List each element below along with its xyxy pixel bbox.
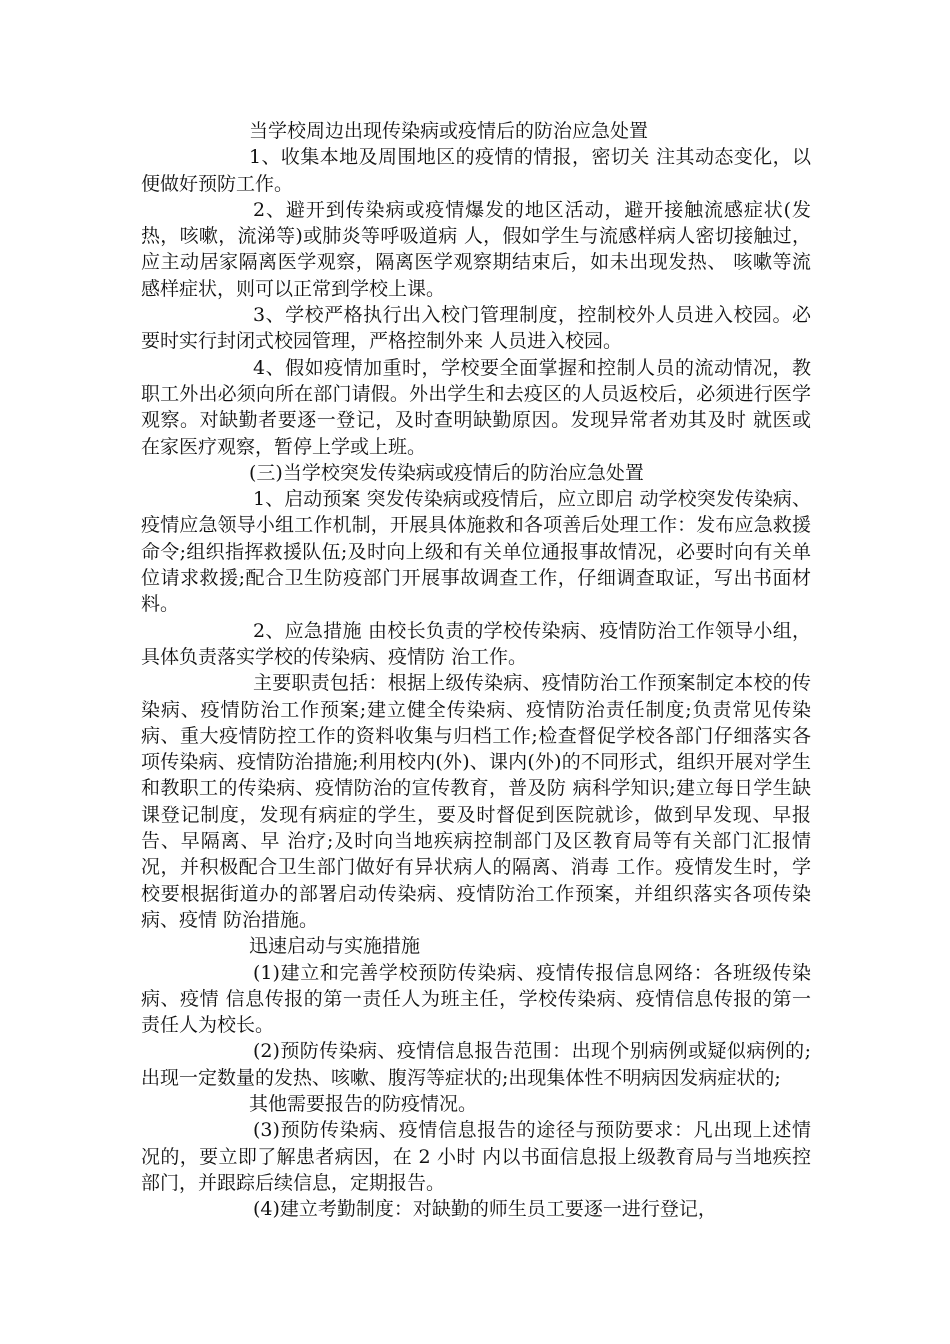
paragraph-4: 4、假如疫情加重时，学校要全面掌握和控制人员的流动情况，教职工外出必须向所在部门请假。外出学生和去疫区的人员返校后，必须进行医学观察。对缺勤者要逐一登记，及时查明缺勤原因。发现异常者劝其及时 就医或在家医疗观察，暂停上学或上班。 <box>141 356 811 458</box>
section-paragraph-1: 1、启动预案 突发传染病或疫情后，应立即启 动学校突发传染病、疫情应急领导小组工作机制，开展具体施救和各项善后处理工作：发布应急救援命令;组织指挥救援队伍;及时向上级和有关单位通报事故情况，必要时向有关单位请求救援;配合卫生防疫部门开展事故调查工作，仔细调查取证，写出书面材料。 <box>141 488 811 616</box>
document-body <box>141 118 811 1222</box>
subsection-paragraph-2: (2)预防传染病、疫情信息报告范围：出现个别病例或疑似病例的;出现一定数量的发热、咳嗽、腹泻等症状的;出现集体性不明病因发病症状的; <box>141 1040 811 1089</box>
subsection-paragraph-5: (4)建立考勤制度：对缺勤的师生员工要逐一进行登记， <box>253 1198 717 1221</box>
section-paragraph-3: 主要职责包括：根据上级传染病、疫情防治工作预案制定本校的传染病、疫情防治工作预案;建立健全传染病、疫情防治责任制度;负责常见传染病、重大疫情防控工作的资料收集与归档工作;检查督促学校各部门仔细落实各项传染病、疫情防治措施;利用校内(外)、课内(外)的不同形式，组织开展对学生和教职工的传染病、疫情防治的宣传教育，普及防 病科学知识;建立每日学生缺课登记制度，发现有病症的学生，要及时督促到医院就诊，做到早发现、早报告、早隔离、早 治疗;及时向当地疾病控制部门及区教育局等有关部门汇报情况，并积极配合卫生部门做好有异状病人的隔离、消毒 工作。疫情发生时，学校要根据街道办的部署启动传染病、疫情防治工作预案，并组织落实各项传染病、疫情 防治措施。 <box>141 672 811 931</box>
paragraph-2: 2、避开到传染病或疫情爆发的地区活动，避开接触流感症状(发热，咳嗽，流涕等)或肺炎等呼吸道病 人，假如学生与流感样病人密切接触过，应主动居家隔离医学观察，隔离医学观察期结束后，如未出现发热、 咳嗽等流感样症状，则可以正常到学校上课。 <box>141 198 811 300</box>
subsection-paragraph-1: (1)建立和完善学校预防传染病、疫情传报信息网络：各班级传染病、疫情 信息传报的第一责任人为班主任，学校传染病、疫情信息传报的第一责任人为校长。 <box>141 961 811 1037</box>
paragraph-1: 1、收集本地及周围地区的疫情的情报，密切关 注其动态变化，以便做好预防工作。 <box>141 146 811 195</box>
subsection-paragraph-4: (3)预防传染病、疫情信息报告的途径与预防要求：凡出现上述情况的，要立即了解患者病因，在 2 小时 内以书面信息报上级教育局与当地疾控部门，并跟踪后续信息，定期报告。 <box>141 1119 811 1194</box>
document-title: 当学校周边出现传染病或疫情后的防治应急处置 <box>249 120 649 142</box>
paragraph-3: 3、学校严格执行出入校门管理制度，控制校外人员进入校园。必要时实行封闭式校园管理，严格控制外来 人员进入校园。 <box>141 304 811 353</box>
subsection-paragraph-3: 其他需要报告的防疫情况。 <box>249 1092 478 1115</box>
subsection-title: 迅速启动与实施措施 <box>249 935 421 958</box>
section-paragraph-2: 2、应急措施 由校长负责的学校传染病、疫情防治工作领导小组，具体负责落实学校的传染病、疫情防 治工作。 <box>141 619 811 668</box>
section-title: (三)当学校突发传染病或疫情后的防治应急处置 <box>249 461 644 484</box>
